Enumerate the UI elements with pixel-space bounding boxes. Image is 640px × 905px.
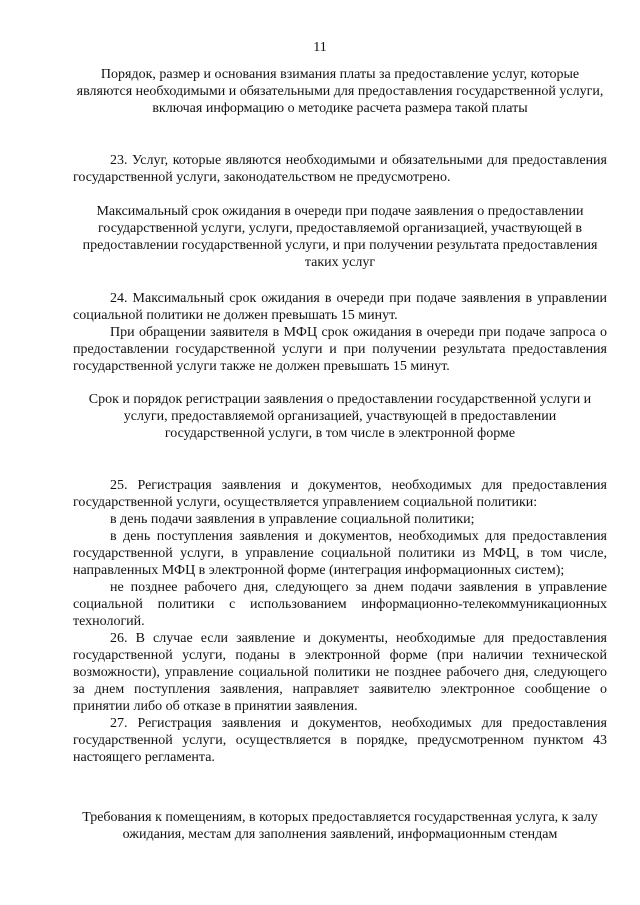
paragraph-25-item-b: в день поступления заявления и документов, необходимых для предоставления государственной услуги, в управление социальной политики из МФЦ, в том числе, направленных МФЦ в электронной форме (интеграция информационных систем);	[73, 529, 607, 578]
section-heading-wait-time: Максимальный срок ожидания в очереди при подаче заявления о предоставлении государственной услуги, услуги, предоставляемой организацией, участвующей в предоставлении государственной услуги, и при получении результата предоставления таких услуг	[82, 204, 598, 270]
paragraphs-25-27	[73, 477, 607, 766]
section-heading-fee: Порядок, размер и основания взимания платы за предоставление услуг, которые являются необходимыми и обязательными для предоставления государственной услуги, включая информацию о методике расчета размера такой платы	[76, 67, 604, 116]
paragraph-27: 27. Регистрация заявления и документов, необходимых для предоставления государственной услуги, осуществляется в порядке, предусмотренном пунктом 43 настоящего регламента.	[73, 716, 607, 765]
paragraph-25-item-c: не позднее рабочего дня, следующего за днем подачи заявления в управление социальной политики с использованием информационно-телекоммуникационных технологий.	[73, 580, 607, 629]
paragraph-23: 23. Услуг, которые являются необходимыми и обязательными для предоставления государственной услуги, законодательством не предусмотрено.	[73, 153, 607, 185]
paragraph-25: 25. Регистрация заявления и документов, необходимых для предоставления государственной услуги, осуществляется управлением социальной политики:	[73, 478, 607, 510]
paragraph-26: 26. В случае если заявление и документы, необходимые для предоставления государственной услуги, поданы в электронной форме (при наличии технической возможности), управление социальной политики не позднее рабочего дня, следующего за днем поступления заявления, направляет заявителю электронное сообщение о принятии либо об отказе в принятии заявления.	[73, 631, 607, 714]
paragraph-25-item-a: в день подачи заявления в управление социальной политики;	[110, 512, 475, 527]
paragraph-24-mfc: При обращении заявителя в МФЦ срок ожидания в очереди при подаче запроса о предоставлении государственной услуги и при получении результата предоставления государственной услуги также не должен превышать 15 минут.	[73, 325, 607, 374]
page-number: 11	[313, 40, 327, 55]
section-heading-premises: Требования к помещениям, в которых предоставляется государственная услуга, к залу ожидания, местам для заполнения заявлений, информационным стендам	[82, 810, 598, 842]
paragraph-24: 24. Максимальный срок ожидания в очереди при подаче заявления в управлении социальной политики не должен превышать 15 минут.	[73, 291, 607, 323]
paragraph-24-group	[73, 290, 607, 375]
section-heading-registration: Срок и порядок регистрации заявления о предоставлении государственной услуги и услуги, предоставляемой организацией, участвующей в предоставлении государственной услуги, в том числе в электронной форме	[88, 392, 592, 441]
